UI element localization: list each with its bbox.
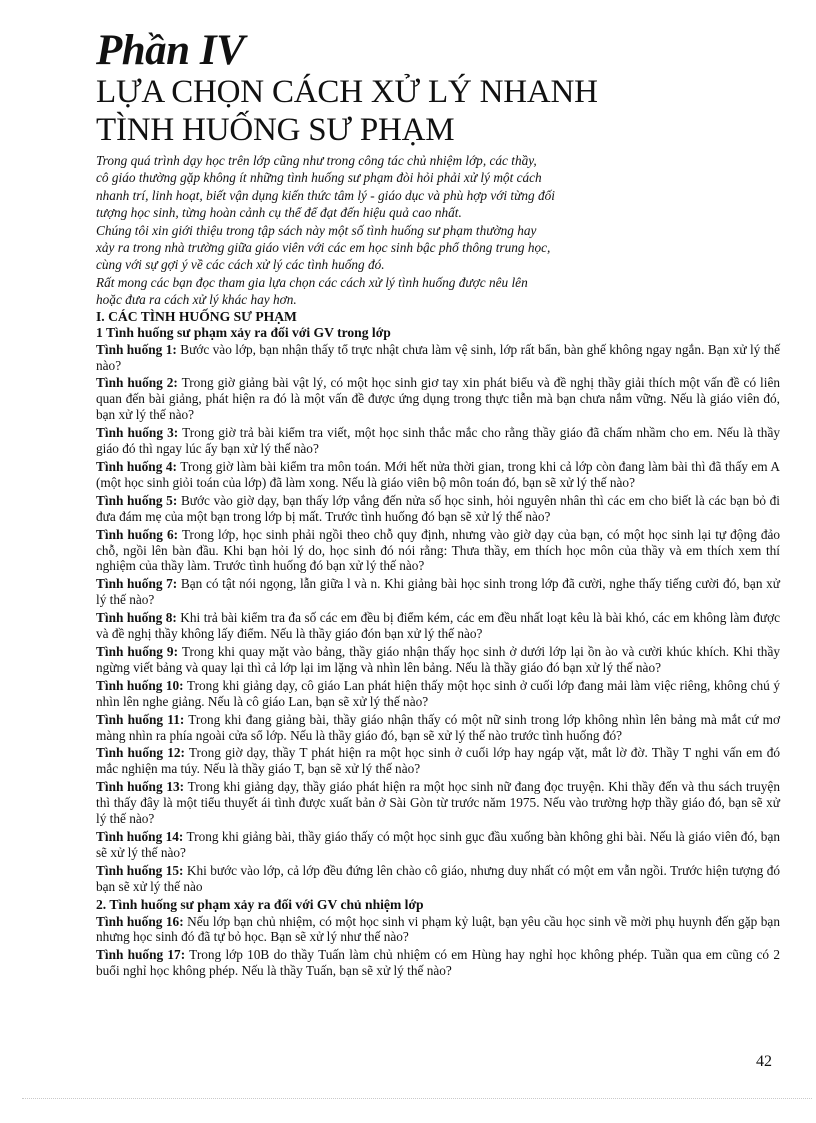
situation-text: Bước vào giờ dạy, bạn thấy lớp vắng đến nửa số học sinh, hỏi nguyên nhân thì các em cho biết là các bạn bỏ đi đưa đám mẹ của một bạn trong lớp bị mất. Trước tình huống đó bạn sẽ xử lý thế nào? — [96, 492, 781, 524]
situation-item — [96, 493, 780, 525]
situation-item — [96, 914, 780, 946]
situation-text: Trong khi giảng bài, thầy giáo thấy có một học sinh gục đầu xuống bàn không ghi bài. Nếu là giáo viên đó, bạn sẽ xử lý thế nào? — [96, 828, 780, 860]
situation-item — [96, 527, 780, 575]
situation-item — [96, 947, 780, 979]
situation-text: Trong khi đang giảng bài, thầy giáo nhận thấy có một nữ sinh trong lớp không nhìn lên bảng mà mắt cứ mơ màng nhìn ra phía ngoài cửa sổ lớp. Nếu là thầy giáo đó, bạn sẽ xử lý thế nào trước tình huống đó? — [96, 711, 780, 743]
situation-label: Tình huống 17: — [96, 947, 186, 963]
situation-label: Tình huống 6: — [96, 526, 179, 542]
intro-line: Trong quá trình dạy học trên lớp cũng như trong công tác chủ nhiệm lớp, các thầy, — [96, 153, 537, 168]
part-heading: Phần IV — [96, 27, 245, 74]
intro-line: cô giáo thường gặp không ít những tình huống sư phạm đòi hỏi phải xử lý một cách — [96, 170, 542, 186]
situation-text: Bước vào lớp, bạn nhận thấy tổ trực nhật chưa làm vệ sinh, lớp rất bẩn, bàn ghế không ngay ngắn. Bạn xử lý thế nào? — [96, 341, 780, 373]
situation-item — [96, 863, 780, 895]
intro-paragraph — [96, 152, 780, 309]
situation-text: Trong khi quay mặt vào bảng, thầy giáo nhận thấy học sinh ở dưới lớp lại ồn ào và cười khúc khích. Khi thầy ngừng viết bảng và quay lại thì cả lớp lại im lặng và nhìn lên bảng. Nếu là thầy giáo đó bạn xử lý thế nào? — [96, 643, 781, 675]
situation-label: Tình huống 3: — [96, 425, 179, 441]
situation-label: Tình huống 15: — [96, 862, 184, 878]
situation-item — [96, 678, 780, 710]
situation-text: Trong lớp, học sinh phải ngồi theo chỗ quy định, nhưng vào giờ dạy của bạn, có một học sinh lại tự động đảo chỗ, ngồi lên bàn đầu. Khi bạn hỏi lý do, học sinh đó nói rằng: Thưa thầy, em thích học môn của thầy và em thích xem thí nghiệm của thầy làm. Trước tình huống đó bạn xử lý thế nào? — [96, 526, 781, 574]
situation-item — [96, 829, 780, 861]
intro-line: hoặc đưa ra cách xử lý khác hay hơn. — [96, 292, 297, 308]
chapter-title-line-2: TÌNH HUỐNG SƯ PHẠM — [96, 112, 455, 148]
situation-text: Nếu lớp bạn chủ nhiệm, có một học sinh vi phạm kỷ luật, bạn yêu cầu học sinh về mời phụ huynh đến gặp bạn nhưng học sinh đó đã tự bỏ học. Bạn sẽ xử lý như thế nào? — [96, 913, 780, 945]
situation-text: Trong khi giảng dạy, cô giáo Lan phát hiện thấy một học sinh ở cuối lớp đang mải làm việc riêng, không chú ý nhìn lên nghe giảng. Nếu là cô giáo Lan, bạn sẽ xử lý thế nào? — [96, 677, 780, 709]
situation-item — [96, 342, 780, 374]
situation-label: Tình huống 4: — [96, 459, 177, 474]
situation-item — [96, 745, 780, 777]
situation-text: Trong giờ dạy, thầy T phát hiện ra một học sinh ở cuối lớp hay ngáp vặt, mắt lờ đờ. Thầy T nghi vấn em đó mắc nghiện ma túy. Nếu là thầy giáo T, bạn sẽ xử lý thế nào? — [96, 745, 780, 777]
situation-text: Trong giờ trả bài kiểm tra viết, một học sinh thắc mắc cho rằng thầy giáo đã chấm nhầm cho em. Nếu là thầy giáo đó thì ngay lúc ấy bạn xử lý thế nào? — [96, 425, 780, 457]
situation-text: Trong giờ giảng bài vật lý, có một học sinh giơ tay xin phát biểu và đề nghị thầy giải thích một vấn đề có liên quan đến bài giảng, phát hiện ra đó là một vấn đề được ứng dụng trong thực tiễn mà bạn chưa nắm vững. Nếu là giáo viên đó, bạn xử lý thế nào? — [96, 375, 780, 423]
situation-item — [96, 610, 780, 642]
situation-text: Khi trả bài kiểm tra đa số các em đều bị điểm kém, các em đều nhất loạt kêu là bài khó, các em không làm được và đề nghị thầy không lấy điểm. Nếu là thầy giáo đón bạn xử lý thế nào? — [96, 610, 780, 642]
situation-item — [96, 459, 780, 491]
situation-item — [96, 644, 780, 676]
situation-item — [96, 779, 780, 827]
situation-label: Tình huống 11: — [96, 711, 185, 727]
situation-item — [96, 712, 780, 744]
chapter-title-line-1: LỰA CHỌN CÁCH XỬ LÝ NHANH — [96, 74, 598, 110]
situation-label: Tình huống 10: — [96, 677, 184, 693]
page-number: 42 — [756, 1053, 772, 1070]
situation-text: Trong lớp 10B do thầy Tuấn làm chủ nhiệm có em Hùng hay nghỉ học không phép. Tuần qua em cũng có 2 buổi nghỉ học không phép. Nếu là thầy Tuấn, bạn sẽ xử lý thế nào? — [96, 947, 780, 979]
subsection-heading-2: 2. Tình huống sư phạm xảy ra đối với GV chủ nhiệm lớp — [96, 896, 424, 912]
situation-item — [96, 425, 780, 457]
page-bottom-divider — [22, 1098, 812, 1099]
subsection-heading-1: 1 Tình huống sư phạm xảy ra đối với GV trong lớp — [96, 324, 391, 340]
intro-line: cùng với sự gợi ý về các cách xử lý các tình huống đó. — [96, 257, 385, 273]
situation-text: Trong giờ làm bài kiểm tra môn toán. Mới hết nửa thời gian, trong khi cả lớp còn đang làm bài thì đã thấy em A (một học sinh giỏi toán của lớp) đã làm xong. Nếu là giáo viên bộ môn toán đó, bạn sẽ xử lý thế nào? — [96, 459, 781, 490]
situation-label: Tình huống 2: — [96, 375, 178, 391]
intro-line: xảy ra trong nhà trường giữa giáo viên với các em học sinh bậc phổ thông trung học, — [96, 240, 551, 256]
situation-label: Tình huống 7: — [96, 576, 178, 592]
intro-line: Rất mong các bạn đọc tham gia lựa chọn các cách xử lý tình huống được nêu lên — [96, 274, 528, 290]
situation-label: Tình huống 1: — [96, 341, 177, 357]
situation-label: Tình huống 9: — [96, 643, 179, 659]
situation-label: Tình huống 13: — [96, 779, 185, 795]
section-heading: I. CÁC TÌNH HUỐNG SƯ PHẠM — [96, 308, 297, 324]
situation-item — [96, 375, 780, 423]
situation-label: Tình huống 14: — [96, 828, 184, 844]
situation-label: Tình huống 5: — [96, 492, 178, 508]
intro-line: nhanh trí, linh hoạt, biết vận dụng kiến thức tâm lý - giáo dục và phù hợp với từng đối — [96, 187, 555, 203]
situation-text: Bạn có tật nói ngọng, lẫn giữa l và n. Khi giảng bài học sinh trong lớp đã cười, nghe thấy tiếng cười đó, bạn xử lý thế nào? — [96, 576, 780, 608]
situation-list-2 — [96, 914, 780, 980]
situation-label: Tình huống 8: — [96, 610, 177, 626]
situation-item — [96, 576, 780, 608]
intro-line: tượng học sinh, từng hoàn cảnh cụ thể để đạt đến hiệu quả cao nhất. — [96, 205, 462, 221]
situation-text: Trong khi giảng dạy, thầy giáo phát hiện ra một học sinh nữ đang đọc truyện. Khi thầy đến và thu sách truyện thì thấy đây là một tiểu thuyết ái tình được xuất bản ở Sài Gòn từ trước năm 1975. Nếu vào trường hợp thầy giáo đó, bạn sẽ xử lý thế nào? — [96, 779, 780, 827]
situation-label: Tình huống 16: — [96, 913, 184, 929]
situation-label: Tình huống 12: — [96, 745, 185, 761]
situation-list-1 — [96, 342, 780, 895]
situation-text: Khi bước vào lớp, cả lớp đều đứng lên chào cô giáo, nhưng duy nhất có một em vẫn ngồi. Trước hiện tượng đó bạn sẽ xử lý thế nào — [96, 862, 780, 894]
document-page — [96, 27, 781, 981]
intro-line: Chúng tôi xin giới thiệu trong tập sách này một số tình huống sư phạm thường hay — [96, 222, 537, 238]
